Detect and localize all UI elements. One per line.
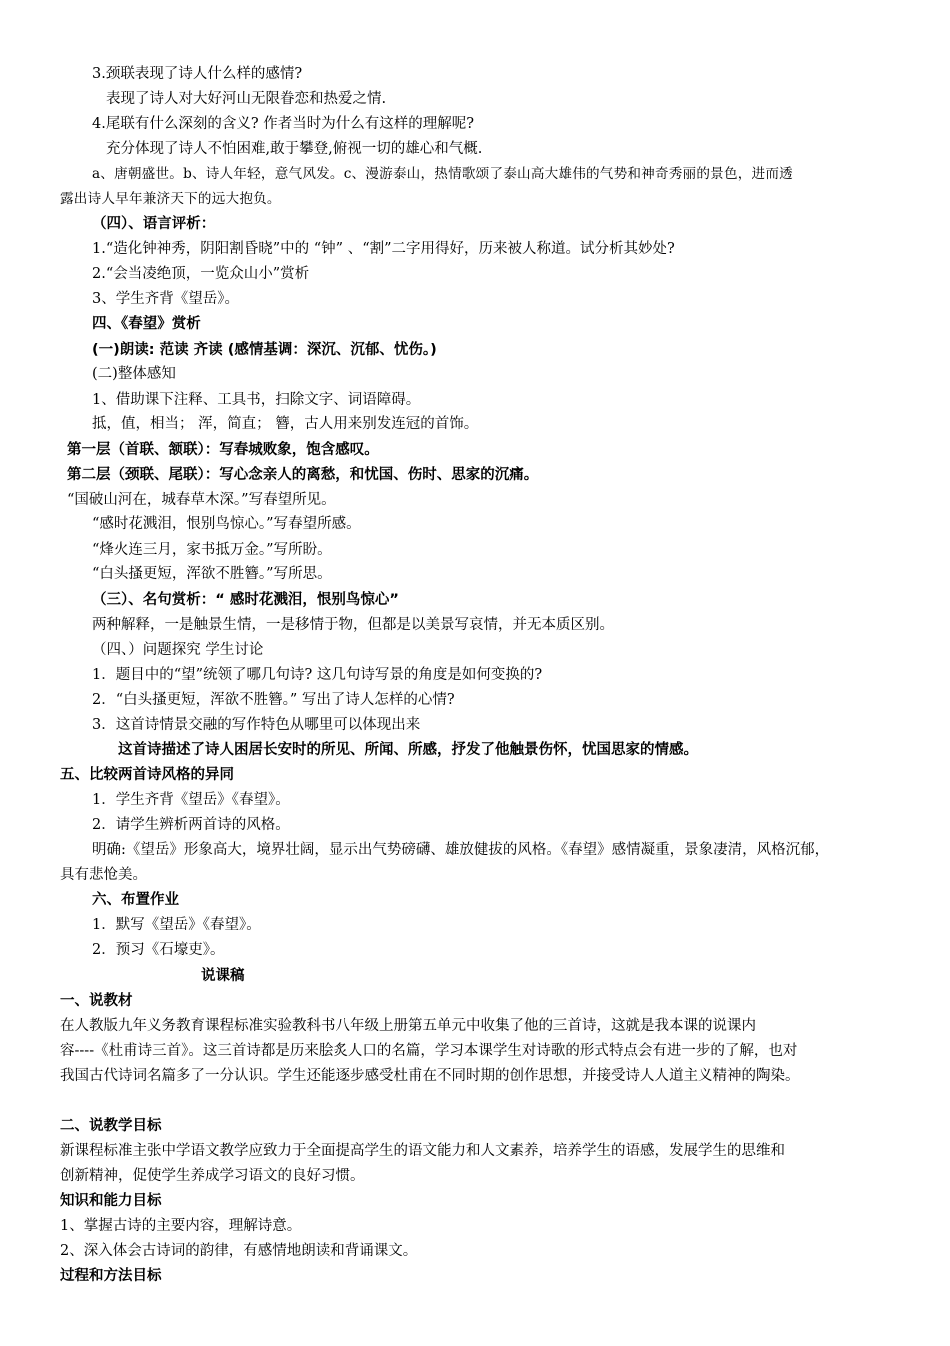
verse-2: “感时花溅泪，恨别鸟惊心。”写春望所感。 xyxy=(92,516,361,532)
compare-item-1: 1．学生齐背《望岳》《春望》。 xyxy=(92,792,290,808)
compare-item-2: 2．请学生辨析两首诗的风格。 xyxy=(92,817,290,833)
answer-3: 表现了诗人对大好河山无限眷恋和热爱之情. xyxy=(106,91,387,107)
question-4: 4.尾联有什么深刻的含义? 作者当时为什么有这样的理解呢? xyxy=(92,116,474,132)
word-notes: 抵，值，相当； 浑，简直； 簪，古人用来别发连冠的首饰。 xyxy=(92,416,479,432)
homework-item-2: 2．预习《石壕吏》。 xyxy=(92,942,225,958)
section-heading-language: （四）、语言评析： xyxy=(92,216,216,232)
homework-item-1: 1．默写《望岳》《春望》。 xyxy=(92,917,261,933)
famous-line-explanation: 两种解释，一是触景生情，一是移情于物，但都是以美景写哀情，并无本质区别。 xyxy=(92,617,614,633)
section-heading-compare: 五、比较两首诗风格的异同 xyxy=(60,767,234,783)
layer-2: 第二层（颈联、尾联）：写心念亲人的离愁，和忧国、伤时、思家的沉痛。 xyxy=(67,467,539,483)
overall-perception-heading: (二)整体感知 xyxy=(92,366,176,382)
compare-conclusion: 明确:《望岳》形象高大，境界壮阔，显示出气势磅礴、雄放健拔的风格。《春望》感情凝重，景象凄清，风格沉郁， xyxy=(92,842,830,858)
language-item-3: 3、学生齐背《望岳》。 xyxy=(92,291,239,307)
section-heading-homework: 六、布置作业 xyxy=(92,892,179,908)
verse-3: “烽火连三月，家书抵万金。”写所盼。 xyxy=(92,542,332,558)
section-heading-textbook: 一、说教材 xyxy=(60,993,133,1009)
process-method-heading: 过程和方法目标 xyxy=(60,1268,162,1284)
inquiry-summary: 这首诗描述了诗人困居长安时的所见、所闻、所感，抒发了他触景伤怀，忧国思家的情感。 xyxy=(118,742,698,758)
inquiry-heading: （四、）问题探究 学生讨论 xyxy=(92,642,264,658)
lecture-title: 说课稿 xyxy=(201,968,245,984)
answer-4-points-cont: 露出诗人早年兼济天下的远大抱负。 xyxy=(60,191,281,207)
objectives-para-line-1: 新课程标准主张中学语文教学应致力于全面提高学生的语文能力和人文素养，培养学生的语感，发展学生的思维和 xyxy=(60,1143,785,1159)
textbook-para-line-1: 在人教版九年义务教育课程标准实验教科书八年级上册第五单元中收集了他的三首诗，这就是我本课的说课内 xyxy=(60,1018,756,1034)
knowledge-item-2: 2、深入体会古诗词的韵律，有感情地朗读和背诵课文。 xyxy=(60,1243,418,1259)
knowledge-ability-heading: 知识和能力目标 xyxy=(60,1193,162,1209)
perception-item-1: 1、借助课下注释、工具书，扫除文字、词语障碍。 xyxy=(92,392,421,408)
verse-4: “白头搔更短，浑欲不胜簪。”写所思。 xyxy=(92,566,332,582)
reading-heading: (一)朗读: 范读 齐读 (感情基调：深沉、沉郁、忧伤。) xyxy=(92,342,437,358)
language-item-1: 1.“造化钟神秀，阴阳割昏晓”中的 “钟” 、“割”二字用得好，历来被人称道。试分析其妙处? xyxy=(92,241,675,257)
knowledge-item-1: 1、掌握古诗的主要内容，理解诗意。 xyxy=(60,1218,302,1234)
answer-4-points: a、唐朝盛世。b、诗人年轻，意气风发。c、漫游泰山，热情歌颂了泰山高大雄伟的气势和神奇秀丽的景色，进而透 xyxy=(92,166,793,182)
textbook-para-line-2: 容----《杜甫诗三首》。这三首诗都是历来脍炙人口的名篇，学习本课学生对诗歌的形式特点会有进一步的了解，也对 xyxy=(60,1043,798,1059)
inquiry-item-1: 1．题目中的“望”统领了哪几句诗? 这几句诗写景的角度是如何变换的? xyxy=(92,667,543,683)
language-item-2: 2.“会当凌绝顶，一览众山小”赏析 xyxy=(92,266,310,282)
inquiry-item-3: 3．这首诗情景交融的写作特色从哪里可以体现出来 xyxy=(92,717,421,733)
objectives-para-line-2: 创新精神，促使学生养成学习语文的良好习惯。 xyxy=(60,1168,365,1184)
section-heading-objectives: 二、说教学目标 xyxy=(60,1118,162,1134)
section-heading-chunwang: 四、《春望》赏析 xyxy=(92,316,201,332)
layer-1: 第一层（首联、颔联）：写春城败象，饱含感叹。 xyxy=(67,442,379,458)
verse-1: “国破山河在，城春草木深。”写春望所见。 xyxy=(67,492,336,508)
question-3: 3.颈联表现了诗人什么样的感情? xyxy=(92,66,303,82)
compare-conclusion-cont: 具有悲怆美。 xyxy=(60,867,147,883)
textbook-para-line-3: 我国古代诗词名篇多了一分认识。学生还能逐步感受杜甫在不同时期的创作思想，并接受诗人人道主义精神的陶染。 xyxy=(60,1068,800,1084)
famous-line-heading: （三）、名句赏析：“ 感时花溅泪，恨别鸟惊心” xyxy=(92,592,399,608)
inquiry-item-2: 2．“白头搔更短，浑欲不胜簪。” 写出了诗人怎样的心情? xyxy=(92,692,455,708)
answer-4: 充分体现了诗人不怕困难,敢于攀登,俯视一切的雄心和气概. xyxy=(106,141,483,157)
